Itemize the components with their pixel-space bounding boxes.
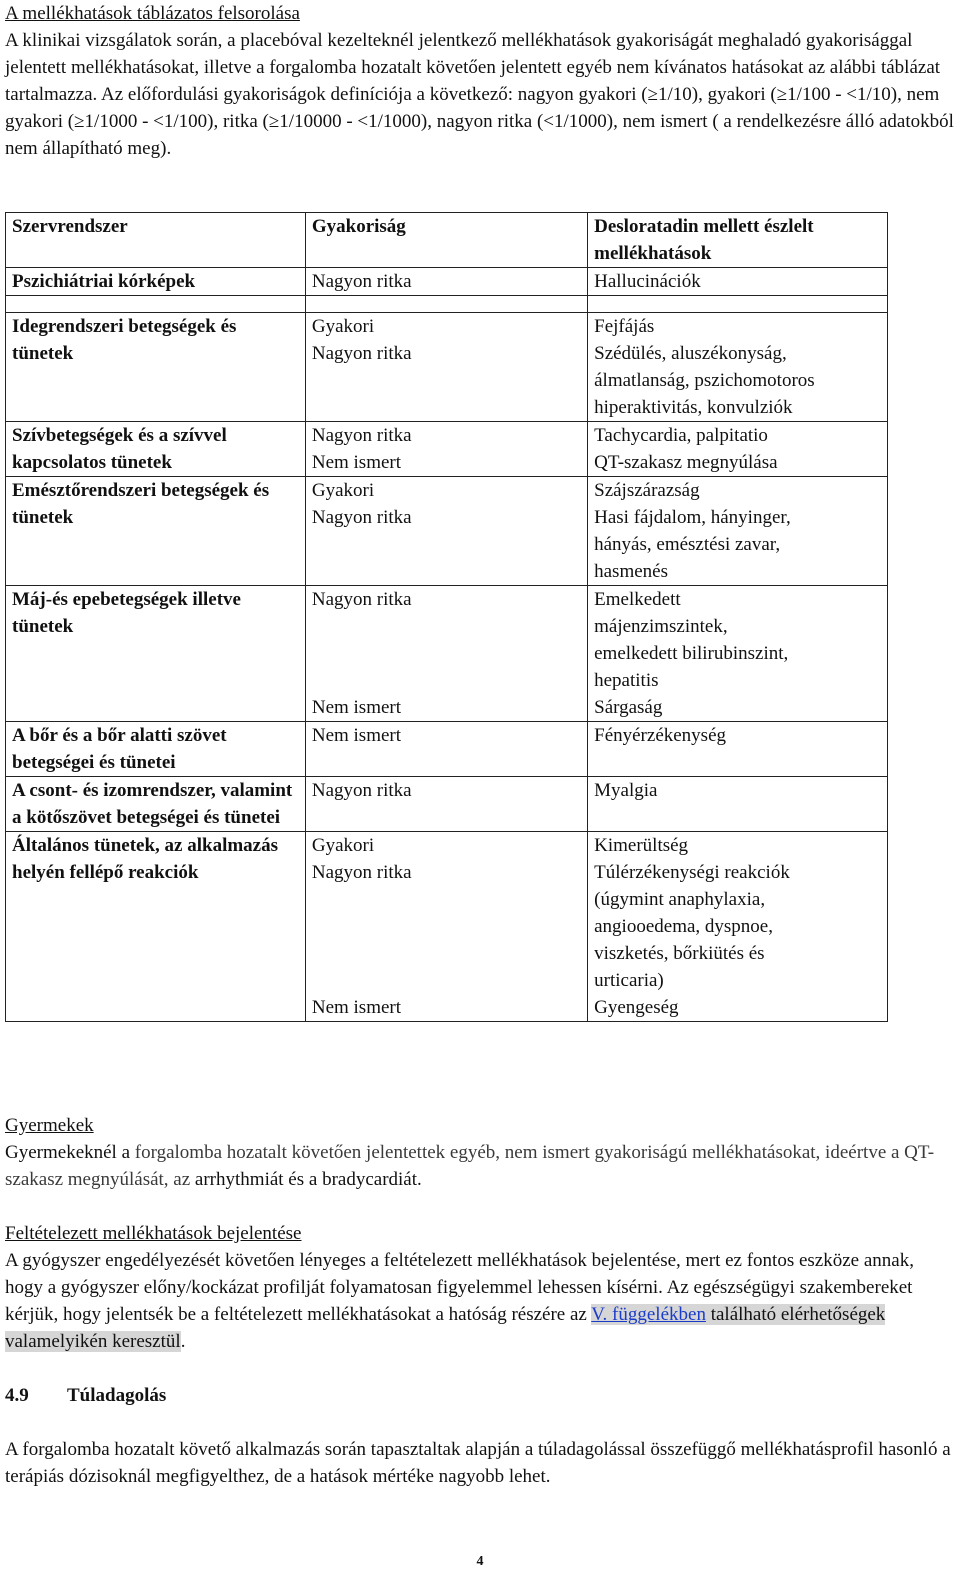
frequency-line: Nagyon ritka	[311, 589, 412, 610]
children-text-a: Gyermekeknél a	[5, 1142, 131, 1163]
adverse-effect-line: hiperaktivitás, konvulziók	[594, 397, 793, 418]
adverse-effect-line: angiooedema, dyspnoe,	[594, 916, 773, 937]
children-section	[5, 1112, 955, 1193]
table-row	[6, 422, 888, 477]
frequency-cell	[305, 586, 587, 722]
frequency-cell	[305, 313, 587, 422]
frequency-line: Nagyon ritka	[311, 425, 412, 446]
frequency-cell	[305, 422, 587, 477]
frequency-cell	[305, 832, 587, 1022]
organ-class-cell: Máj-és epebetegségek illetve tünetek	[6, 586, 306, 722]
section-heading-adr-table: A mellékhatások táblázatos felsorolása	[5, 3, 300, 24]
adverse-effect-line: urticaria)	[594, 970, 664, 991]
adverse-effect-cell	[588, 313, 888, 422]
adverse-effect-line: Szájszárazság	[594, 480, 700, 501]
table-header-row	[6, 213, 888, 268]
frequency-line: Nem ismert	[311, 997, 402, 1018]
adverse-effect-line: Tachycardia, palpitatio	[594, 425, 768, 446]
adverse-effect-line: Gyengeség	[594, 997, 679, 1018]
frequency-line	[312, 667, 581, 694]
organ-class-cell: A bőr és a bőr alatti szövet betegségei és tünetei	[6, 722, 306, 777]
intro-section	[5, 0, 955, 162]
adverse-effect-cell	[588, 586, 888, 722]
children-heading: Gyermekek	[5, 1115, 94, 1136]
overdose-number: 4.9	[5, 1385, 29, 1406]
organ-class-cell: Pszichiátriai kórképek	[6, 268, 306, 296]
adverse-effect-line: májenzimszintek,	[594, 616, 728, 637]
reporting-heading: Feltételezett mellékhatások bejelentése	[5, 1223, 302, 1244]
overdose-section	[5, 1382, 955, 1490]
table-row	[6, 313, 888, 422]
frequency-line: Nagyon ritka	[311, 271, 412, 292]
adverse-effect-line: Sárgaság	[594, 697, 663, 718]
frequency-cell	[305, 268, 587, 296]
frequency-line: Nem ismert	[311, 452, 402, 473]
table-row	[6, 722, 888, 777]
organ-class-cell: Szívbetegségek és a szívvel kapcsolatos tünetek	[6, 422, 306, 477]
frequency-line: Nagyon ritka	[311, 862, 412, 883]
organ-class-cell: Idegrendszeri betegségek és tünetek	[6, 313, 306, 422]
adverse-effect-line: Szédülés, aluszékonyság,	[594, 343, 787, 364]
frequency-line: Nem ismert	[311, 697, 402, 718]
adverse-effect-line: Kimerültség	[594, 835, 689, 856]
frequency-line	[312, 640, 581, 667]
header-adverse-effects: Desloratadin mellett észlelt mellékhatások	[588, 213, 888, 268]
adverse-effect-cell	[588, 777, 888, 832]
adverse-effect-line: viszketés, bőrkiütés és	[594, 943, 765, 964]
frequency-line: Gyakori	[311, 480, 375, 501]
frequency-cell	[305, 722, 587, 777]
frequency-line	[312, 886, 581, 913]
children-text-b: forgalomba hozatalt követően jelentettek egyéb, nem ismert gyakoriságú mellékhatásokat, ideértve a QT-szakasz megnyúlását, az	[5, 1142, 935, 1190]
appendix-v-link[interactable]: V. függelékben	[591, 1304, 706, 1325]
frequency-line	[312, 913, 581, 940]
adverse-effect-line: Túlérzékenységi reakciók	[594, 862, 790, 883]
page-number: 4	[476, 1554, 484, 1569]
spacer-cell	[6, 296, 306, 313]
adverse-reactions-table	[5, 212, 888, 1022]
overdose-heading	[5, 1382, 955, 1409]
frequency-cell	[305, 477, 587, 586]
frequency-line	[312, 613, 581, 640]
adverse-effect-cell	[588, 477, 888, 586]
frequency-line: Gyakori	[311, 316, 375, 337]
adverse-effect-line: álmatlanság, pszichomotoros	[594, 370, 815, 391]
adverse-effect-line: QT-szakasz megnyúlása	[594, 452, 778, 473]
organ-class-cell: A csont- és izomrendszer, valamint a kötőszövet betegségei és tünetei	[6, 777, 306, 832]
adverse-effect-cell	[588, 832, 888, 1022]
reporting-paragraph	[5, 1247, 955, 1355]
reporting-text-end: található elérhetőségek valamelyikén keresztül	[5, 1304, 886, 1352]
spacer-cell	[305, 296, 587, 313]
frequency-line: Gyakori	[311, 835, 375, 856]
table-row	[6, 832, 888, 1022]
intro-paragraph: A klinikai vizsgálatok során, a placebóval kezelteknél jelentkező mellékhatások gyakoriságát meghaladó gyakorisággal jelentett mellékhatásokat, illetve a forgalomba hozatalt követően jelentett egyéb nem kívánatos hatásokat az alábbi táblázat tartalmazza. Az előfordulási gyakoriságok definíciója a következő: nagyon gyakori (≥1/10), gyakori (≥1/100 - <1/10), nem gyakori (≥1/1000 - <1/100), ritka (≥1/10000 - <1/1000), nagyon ritka (<1/1000), nem ismert ( a rendelkezésre álló adatokból nem állapítható meg).	[5, 30, 954, 159]
adverse-effect-line: Hasi fájdalom, hányinger,	[594, 507, 791, 528]
adverse-effect-line: Myalgia	[594, 780, 658, 801]
table-row	[6, 268, 888, 296]
adverse-effect-line: hasmenés	[594, 561, 668, 582]
adverse-effect-line: (úgymint anaphylaxia,	[594, 889, 766, 910]
adverse-effect-line: Hallucinációk	[594, 271, 701, 292]
frequency-line	[312, 940, 581, 967]
frequency-line: Nem ismert	[311, 725, 402, 746]
overdose-paragraph: A forgalomba hozatalt követő alkalmazás során tapasztaltak alapján a túladagolással összefüggő mellékhatásprofil hasonló a terápiás dózisoknál megfigyelthez, de a hatások mértéke nagyobb lehet.	[5, 1439, 951, 1487]
reporting-section	[5, 1220, 955, 1355]
children-text-c: arrhythmiát és a bradycardiát.	[190, 1169, 422, 1190]
adverse-effect-line: emelkedett bilirubinszint,	[594, 643, 789, 664]
spacer-row	[6, 296, 888, 313]
table-row	[6, 477, 888, 586]
reporting-text: A gyógyszer engedélyezését követően lényeges a feltételezett mellékhatások bejelentése, mert ez fontos eszköze annak, hogy a gyógyszer előny/kockázat profilját folyamatosan figyelemmel lehessen kísérni. Az egészségügyi szakembereket kérjük, hogy jelentsék be a feltételezett mellékhatásokat a hatóság részére az	[5, 1250, 914, 1325]
table-row	[6, 777, 888, 832]
overdose-title: Túladagolás	[67, 1385, 167, 1406]
frequency-cell	[305, 777, 587, 832]
children-paragraph	[5, 1139, 955, 1193]
header-frequency: Gyakoriság	[305, 213, 587, 268]
adverse-effect-cell	[588, 268, 888, 296]
adverse-effect-line: Fejfájás	[594, 316, 655, 337]
table-row	[6, 586, 888, 722]
organ-class-cell: Általános tünetek, az alkalmazás helyén fellépő reakciók	[6, 832, 306, 1022]
frequency-line: Nagyon ritka	[311, 780, 412, 801]
adverse-effect-cell	[588, 722, 888, 777]
frequency-line: Nagyon ritka	[311, 343, 412, 364]
frequency-line	[312, 967, 581, 994]
adverse-effect-cell	[588, 422, 888, 477]
header-organ-class: Szervrendszer	[6, 213, 306, 268]
organ-class-cell: Emésztőrendszeri betegségek és tünetek	[6, 477, 306, 586]
adverse-effect-line: hányás, emésztési zavar,	[594, 534, 781, 555]
reporting-period: .	[180, 1331, 186, 1352]
adverse-effect-line: Fényérzékenység	[594, 725, 727, 746]
spacer-cell	[588, 296, 888, 313]
adverse-effect-line: Emelkedett	[594, 589, 681, 610]
frequency-line: Nagyon ritka	[311, 507, 412, 528]
adverse-effect-line: hepatitis	[594, 670, 659, 691]
